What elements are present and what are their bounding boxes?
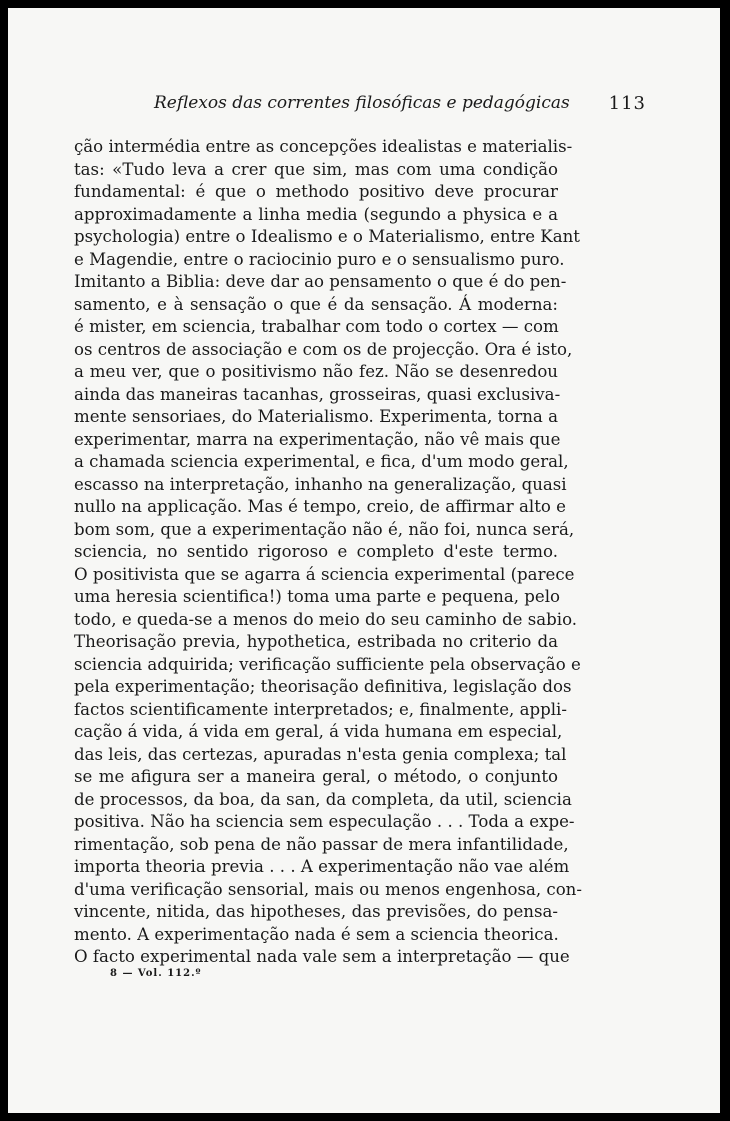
text-line: importa theoria previa . . . A experimentação não vae além <box>74 857 570 876</box>
text-line: é mister, em sciencia, trabalhar com todo o cortex — com <box>74 317 559 336</box>
text-line: cação á vida, á vida em geral, á vida humana em especial, <box>74 722 563 741</box>
text-line: sciencia, no sentido rigoroso e completo d'este termo. <box>74 542 558 561</box>
text-line: mente sensoriaes, do Materialismo. Experimenta, torna a <box>74 407 558 426</box>
text-line: fundamental: é que o methodo positivo deve procurar <box>74 182 558 201</box>
page-number: 113 <box>608 93 646 114</box>
text-line: d'uma verificação sensorial, mais ou menos engenhosa, con- <box>74 879 582 899</box>
text-line: ção intermédia entre as concepções idealistas e materialis- <box>74 137 573 156</box>
text-line: sciencia adquirida; verificação sufficiente pela observação e <box>74 654 581 674</box>
text-line: mento. A experimentação nada é sem a sciencia theorica. <box>74 924 559 944</box>
text-line: a chamada sciencia experimental, e fica, d'um modo geral, <box>74 452 569 471</box>
text-line: samento, e à sensação o que é da sensação. Á moderna: <box>74 294 558 314</box>
text-line: vincente, nitida, das hipotheses, das previsões, do pensa- <box>74 902 558 921</box>
book-page <box>8 8 720 1113</box>
text-line: das leis, das certezas, apuradas n'esta genia complexa; tal <box>74 744 567 764</box>
text-line: positiva. Não ha sciencia sem especulação . . . Toda a expe- <box>74 812 575 831</box>
text-line: se me afigura ser a maneira geral, o método, o conjunto <box>74 767 558 786</box>
page-header <box>74 93 646 117</box>
signature-mark: 8 — Vol. 112.º <box>110 968 202 979</box>
text-line: nullo na applicação. Mas é tempo, creio, de affirmar alto e <box>74 497 566 516</box>
text-line: tas: «Tudo leva a crer que sim, mas com uma condição <box>74 159 558 179</box>
text-line: Theorisação previa, hypothetica, estribada no criterio da <box>74 632 558 651</box>
text-line: rimentação, sob pena de não passar de mera infantilidade, <box>74 834 569 854</box>
text-line: uma heresia scientifica!) toma uma parte e pequena, pelo <box>74 587 561 606</box>
text-line: pela experimentação; theorisação definitiva, legislação dos <box>74 677 572 696</box>
text-line: approximadamente a linha media (segundo a physica e a <box>74 204 558 224</box>
text-line: escasso na interpretação, inhanho na generalização, quasi <box>74 474 567 494</box>
text-line: psychologia) entre o Idealismo e o Materialismo, entre Kant <box>74 227 580 246</box>
text-line: e Magendie, entre o raciocinio puro e o sensualismo puro. <box>74 249 565 269</box>
text-line: bom som, que a experimentação não é, não foi, nunca será, <box>74 519 575 539</box>
text-line: ainda das maneiras tacanhas, grosseiras, quasi exclusiva- <box>74 384 561 404</box>
body-text <box>74 136 582 969</box>
text-line: Imitanto a Biblia: deve dar ao pensamento o que é do pen- <box>74 272 567 291</box>
text-line: todo, e queda-se a menos do meio do seu caminho de sabio. <box>74 609 578 629</box>
text-line: os centros de associação e com os de projecção. Ora é isto, <box>74 339 573 359</box>
text-line: a meu ver, que o positivismo não fez. Não se desenredou <box>74 362 558 381</box>
text-line: O facto experimental nada vale sem a interpretação — que <box>74 947 570 966</box>
running-title: Reflexos das correntes filosóficas e pedagógicas <box>154 93 570 113</box>
text-line: factos scientificamente interpretados; e, finalmente, appli- <box>74 699 567 719</box>
text-line: de processos, da boa, da san, da completa, da util, sciencia <box>74 789 572 809</box>
text-line: experimentar, marra na experimentação, não vê mais que <box>74 429 561 449</box>
text-line: O positivista que se agarra á sciencia experimental (parece <box>74 564 575 584</box>
